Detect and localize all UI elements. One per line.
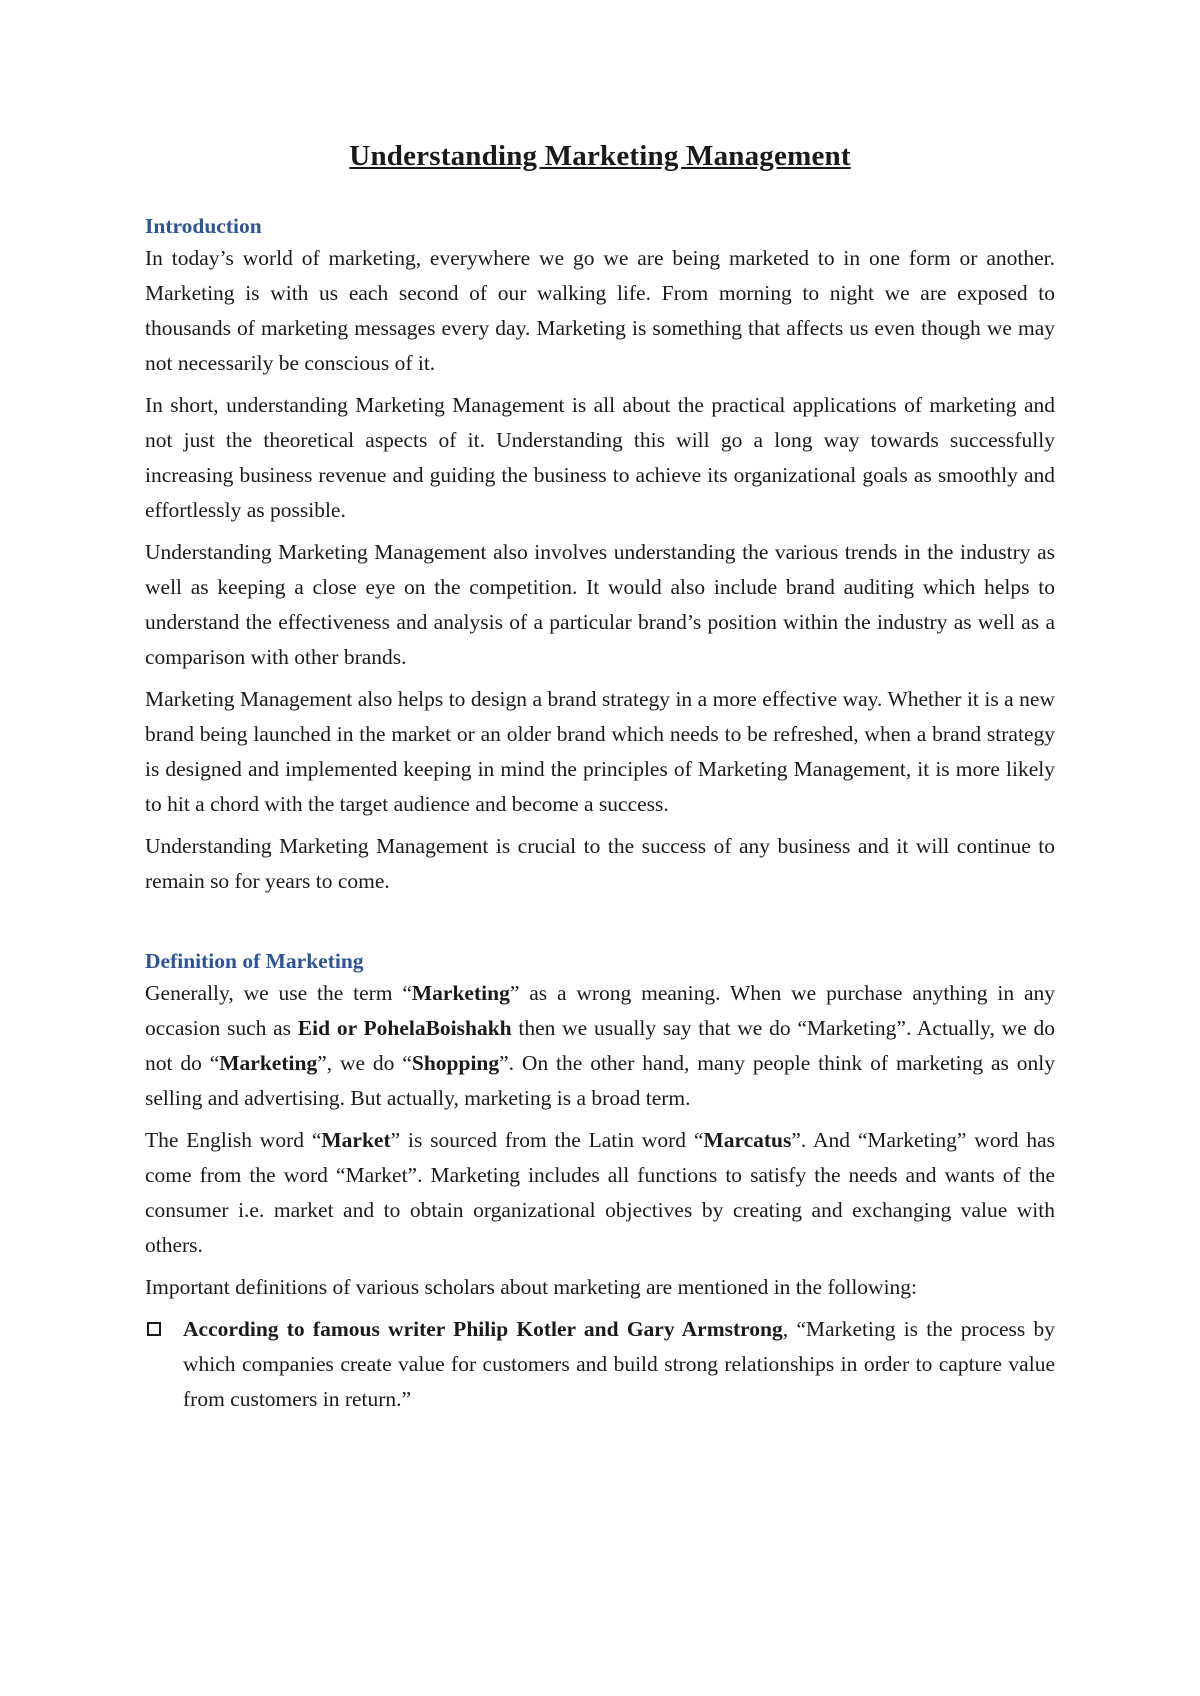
bold-term-shopping: Shopping bbox=[411, 1051, 500, 1075]
section-spacer bbox=[145, 906, 1055, 946]
bullet-item bbox=[145, 1312, 1055, 1417]
text-run: ”. On the other hand, many people think of marketing as only selling and advertising. But actually, marketing is a broad term. bbox=[145, 1051, 1055, 1110]
text-run: ”, we do “ bbox=[317, 1051, 412, 1075]
document-page bbox=[145, 140, 1055, 1417]
text-run: then we usually say that we do “Marketing”. Actually, we do not do “ bbox=[145, 1016, 1055, 1075]
section-heading-definition: Definition of Marketing bbox=[145, 949, 364, 973]
section-heading-introduction: Introduction bbox=[145, 214, 262, 238]
intro-paragraph-2: In short, understanding Marketing Management is all about the practical applications of marketing and not just the theoretical aspects of it. Understanding this will go a long way towards successfully increasing business revenue and guiding the business to achieve its organizational goals as smoothly and effortlessly as possible. bbox=[145, 393, 1055, 522]
bold-term-marketing: Marketing bbox=[411, 981, 510, 1005]
text-run: ” is sourced from the Latin word “ bbox=[390, 1128, 704, 1152]
bold-term-occasion: Eid or PohelaBoishakh bbox=[297, 1016, 512, 1040]
bullet-body: , “Marketing is the process by which companies create value for customers and build strong relationships in order to capture value from customers in return.” bbox=[183, 1317, 1055, 1411]
intro-paragraph-1: In today’s world of marketing, everywhere we go we are being marketed to in one form or another. Marketing is with us each second of our walking life. From morning to night we are exposed to thousands of marketing messages every day. Marketing is something that affects us even though we may not necessarily be conscious of it. bbox=[145, 246, 1055, 375]
bullet-bold-lead: According to famous writer Philip Kotler and Gary Armstrong bbox=[183, 1317, 783, 1341]
document-title: Understanding Marketing Management bbox=[349, 140, 851, 172]
checkbox-bullet-icon bbox=[147, 1322, 161, 1336]
bullet-text bbox=[183, 1312, 1055, 1417]
intro-paragraph-4: Marketing Management also helps to design a brand strategy in a more effective way. Whether it is a new brand being launched in the market or an older brand which needs to be refreshed, when a brand strategy is designed and implemented keeping in mind the principles of Marketing Management, it is more likely to hit a chord with the target audience and become a success. bbox=[145, 687, 1055, 816]
text-run: Generally, we use the term “ bbox=[145, 981, 412, 1005]
definition-paragraph-2 bbox=[145, 1123, 1055, 1263]
text-run: ”. And “Marketing” word has come from the word “Market”. Marketing includes all functions to satisfy the needs and wants of the consumer i.e. market and to obtain organizational objectives by creating and exchanging value with others. bbox=[145, 1128, 1055, 1257]
intro-paragraph-3: Understanding Marketing Management also involves understanding the various trends in the industry as well as keeping a close eye on the competition. It would also include brand auditing which helps to understand the effectiveness and analysis of a particular brand’s position within the industry as well as a comparison with other brands. bbox=[145, 540, 1055, 669]
intro-paragraph-5: Understanding Marketing Management is crucial to the success of any business and it will continue to remain so for years to come. bbox=[145, 834, 1055, 893]
bold-term-market: Market bbox=[321, 1128, 391, 1152]
definition-paragraph-1 bbox=[145, 976, 1055, 1116]
bold-term-marketing: Marketing bbox=[219, 1051, 318, 1075]
text-run: The English word “ bbox=[145, 1128, 322, 1152]
text-run: ” as a wrong meaning. When we purchase anything in any occasion such as bbox=[145, 981, 1055, 1040]
definition-paragraph-3: Important definitions of various scholars about marketing are mentioned in the following: bbox=[145, 1275, 918, 1299]
bold-term-marcatus: Marcatus bbox=[703, 1128, 792, 1152]
